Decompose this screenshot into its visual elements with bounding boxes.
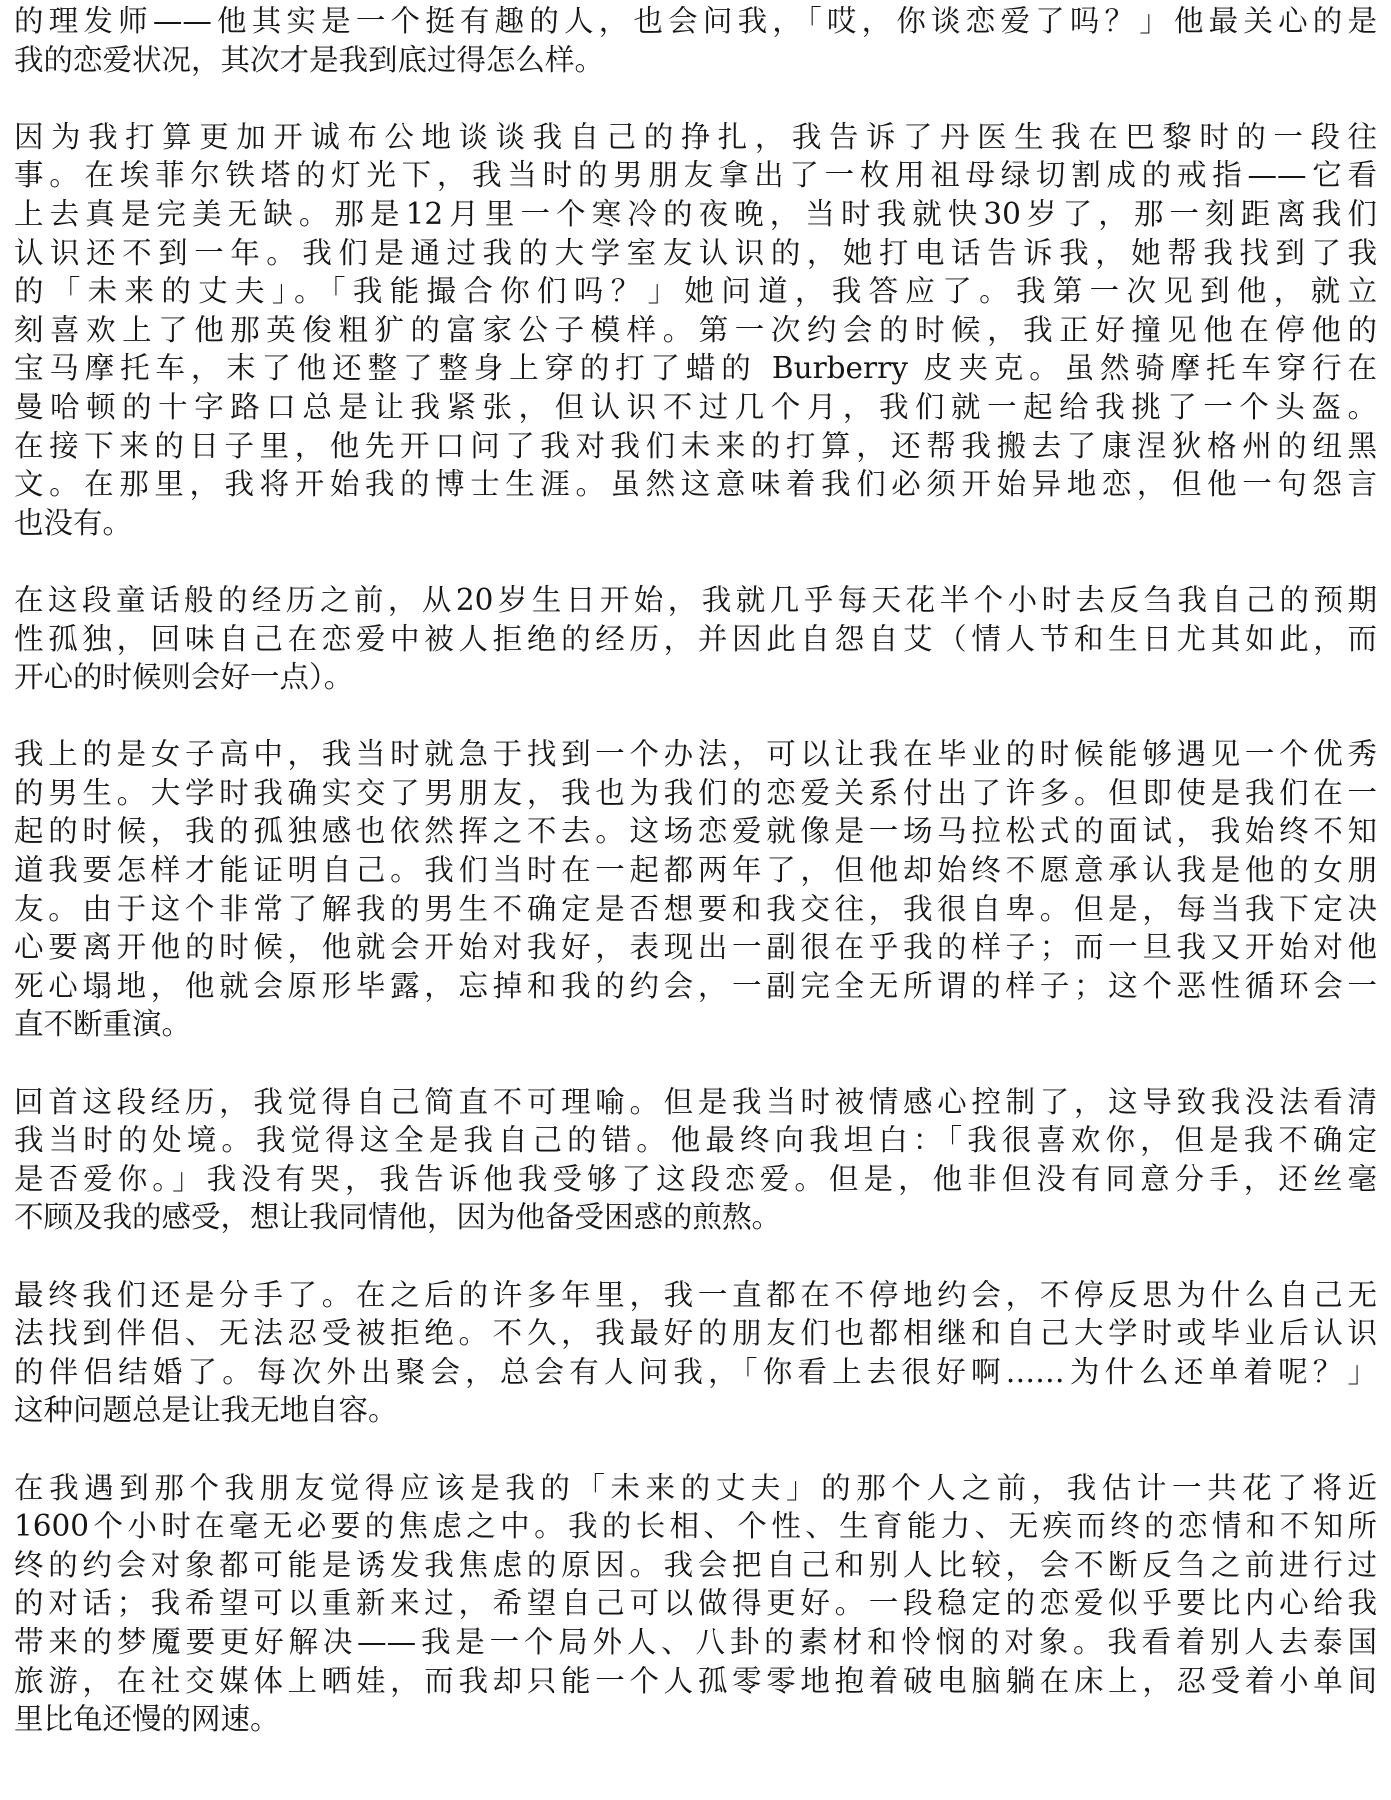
text-line: 事。在埃菲尔铁塔的灯光下，我当时的男朋友拿出了一枚用祖母绿切割成的戒指——它看 — [14, 158, 1377, 193]
text-line: 终的约会对象都可能是诱发我焦虑的原因。我会把自己和别人比较，会不断反刍之前进行过 — [14, 1547, 1377, 1582]
text-line: 直不断重演。 — [14, 1007, 192, 1042]
text-line: 的「未来的丈夫」。「我能撮合你们吗？」她问道，我答应了。我第一次见到他，就立 — [14, 274, 1377, 309]
text-line: 是否爱你。」我没有哭，我告诉他我受够了这段恋爱。但是，他非但没有同意分手，还丝毫 — [14, 1161, 1377, 1196]
paragraph — [14, 1083, 1377, 1237]
text-line: 这种问题总是让我无地自容。 — [14, 1393, 398, 1428]
text-line: 旅游，在社交媒体上晒娃，而我却只能一个人孤零零地抱着破电脑躺在床上，忍受着小单间 — [14, 1663, 1377, 1698]
text-line: 上去真是完美无缺。那是12月里一个寒冷的夜晚，当时我就快30岁了，那一刻距离我们 — [14, 196, 1377, 231]
text-line: 曼哈顿的十字路口总是让我紧张，但认识不过几个月，我们就一起给我挑了一个头盔。 — [14, 389, 1377, 424]
paragraph — [14, 1276, 1377, 1430]
text-line: 的男生。大学时我确实交了男朋友，我也为我们的恋爱关系付出了许多。但即使是我们在一 — [14, 775, 1377, 810]
text-line: 的伴侣结婚了。每次外出聚会，总会有人问我，「你看上去很好啊……为什么还单着呢？」 — [14, 1354, 1377, 1389]
document-page — [14, 2, 1377, 1777]
text-line: 在这段童话般的经历之前，从20岁生日开始，我就几乎每天花半个小时去反刍我自己的预期 — [14, 582, 1377, 617]
text-line: 认识还不到一年。我们是通过我的大学室友认识的，她打电话告诉我，她帮我找到了我 — [14, 235, 1377, 270]
text-line: 也没有。 — [14, 505, 133, 540]
text-line: 回首这段经历，我觉得自己简直不可理喻。但是我当时被情感心控制了，这导致我没法看清 — [14, 1084, 1377, 1119]
paragraph — [14, 735, 1377, 1044]
text-line: 不顾及我的感受，想让我同情他，因为他备受困惑的煎熬。 — [14, 1200, 782, 1235]
text-line: 死心塌地，他就会原形毕露，忘掉和我的约会，一副完全无所谓的样子；这个恶性循环会一 — [14, 968, 1377, 1003]
text-line: 最终我们还是分手了。在之后的许多年里，我一直都在不停地约会，不停反思为什么自己无 — [14, 1277, 1377, 1312]
text-line: 文。在那里，我将开始我的博士生涯。虽然这意味着我们必须开始异地恋，但他一句怨言 — [14, 467, 1377, 502]
text-line: 刻喜欢上了他那英俊粗犷的富家公子模样。第一次约会的时候，我正好撞见他在停他的 — [14, 312, 1377, 347]
text-line: 起的时候，我的孤独感也依然挥之不去。这场恋爱就像是一场马拉松式的面试，我始终不知 — [14, 814, 1377, 849]
text-line: 宝马摩托车，末了他还整了整身上穿的打了蜡的 Burberry 皮夹克。虽然骑摩托车穿行在 — [14, 351, 1377, 386]
text-line: 带来的梦魇要更好解决——我是一个局外人、八卦的素材和怜悯的对象。我看着别人去泰国 — [14, 1624, 1377, 1659]
paragraph — [14, 2, 1377, 79]
text-line: 在我遇到那个我朋友觉得应该是我的「未来的丈夫」的那个人之前，我估计一共花了将近 — [14, 1470, 1377, 1505]
text-line: 我当时的处境。我觉得这全是我自己的错。他最终向我坦白：「我很喜欢你，但是我不确定 — [14, 1123, 1377, 1158]
text-line: 里比龟还慢的网速。 — [14, 1702, 280, 1737]
text-line: 道我要怎样才能证明自己。我们当时在一起都两年了，但他却始终不愿意承认我是他的女朋 — [14, 853, 1377, 888]
text-line: 在接下来的日子里，他先开口问了我对我们未来的打算，还帮我搬去了康涅狄格州的纽黑 — [14, 428, 1377, 463]
text-line: 开心的时候则会好一点）。 — [14, 660, 354, 695]
text-line: 心要离开他的时候，他就会开始对我好，表现出一副很在乎我的样子；而一旦我又开始对他 — [14, 930, 1377, 965]
text-line: 的理发师——他其实是一个挺有趣的人，也会问我，「哎，你谈恋爱了吗？」他最关心的是 — [14, 4, 1377, 38]
text-line: 的对话；我希望可以重新来过，希望自己可以做得更好。一段稳定的恋爱似乎要比内心给我 — [14, 1586, 1377, 1621]
text-line: 1600个小时在毫无必要的焦虑之中。我的长相、个性、生育能力、无疾而终的恋情和不知所 — [14, 1509, 1377, 1544]
paragraph — [14, 1469, 1377, 1739]
paragraph — [14, 118, 1377, 543]
paragraph — [14, 581, 1377, 697]
text-line: 因为我打算更加开诚布公地谈谈我自己的挣扎，我告诉了丹医生我在巴黎时的一段往 — [14, 119, 1377, 154]
text-line: 我的恋爱状况，其次才是我到底过得怎么样。 — [14, 42, 605, 77]
text-line: 友。由于这个非常了解我的男生不确定是否想要和我交往，我很自卑。但是，每当我下定决 — [14, 891, 1377, 926]
text-line: 性孤独，回味自己在恋爱中被人拒绝的经历，并因此自怨自艾（情人节和生日尤其如此，而 — [14, 621, 1377, 656]
text-line: 法找到伴侣、无法忍受被拒绝。不久，我最好的朋友们也都相继和自己大学时或毕业后认识 — [14, 1316, 1377, 1351]
text-line: 我上的是女子高中，我当时就急于找到一个办法，可以让我在毕业的时候能够遇见一个优秀 — [14, 737, 1377, 772]
